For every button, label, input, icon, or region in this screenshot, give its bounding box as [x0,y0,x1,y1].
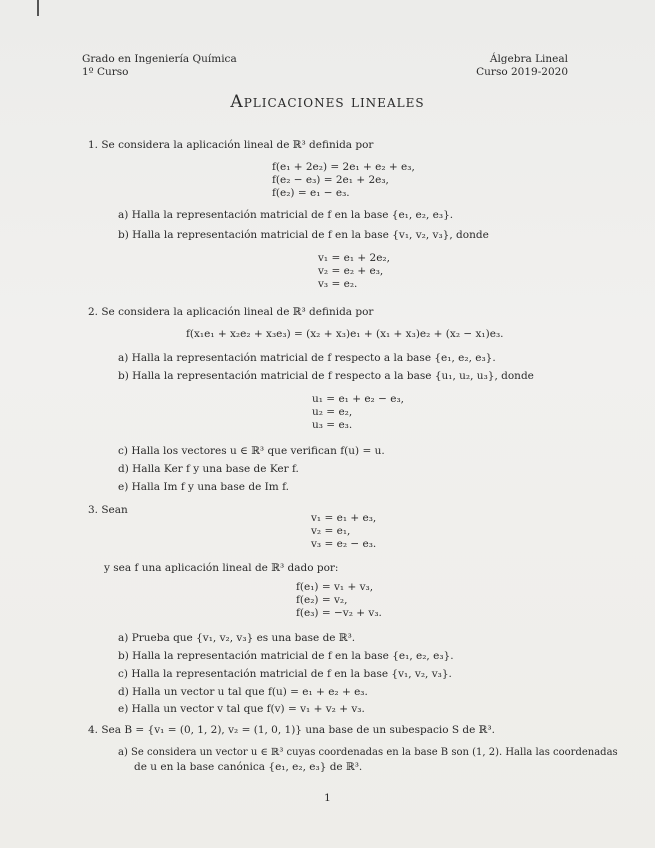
problem3-eq1: f(e₁) = v₁ + v₃, [296,581,374,593]
problem2-intro: 2. Se considera la aplicación lineal de ℝ³ definida por [88,306,374,318]
problem3-equations [296,581,382,620]
problem2-basis-u1: u₁ = e₁ + e₂ − e₃, [312,393,404,405]
page-number: 1 [324,792,331,804]
problem3-mid: y sea f una aplicación lineal de ℝ³ dado por: [104,562,339,574]
problem2-part-d: d) Halla Ker f y una base de Ker f. [118,463,299,475]
problem3-part-e: e) Halla un vector v tal que f(v) = v₁ + v₂ + v₃. [118,703,365,715]
problem2-basis-u2: u₂ = e₂, [312,406,353,418]
problem4-intro: 4. Sea B = {v₁ = (0, 1, 2), v₂ = (1, 0, 1)} una base de un subespacio S de ℝ³. [88,724,495,736]
problem3-vec-v3: v₃ = e₂ − e₃. [311,538,377,550]
problem2-part-c: c) Halla los vectores u ∈ ℝ³ que verifican f(u) = u. [118,445,385,457]
problem1-part-a: a) Halla la representación matricial de f en la base {e₁, e₂, e₃}. [118,209,454,221]
problem1-basis [318,252,390,291]
problem1-eq2: f(e₂ − e₃) = 2e₁ + 2e₃, [272,174,389,186]
header-course: Curso 2019-2020 [476,66,568,78]
header-year: 1º Curso [82,66,129,78]
problem2-part-b: b) Halla la representación matricial de f respecto a la base {u₁, u₂, u₃}, donde [118,370,534,382]
problem3-part-a: a) Prueba que {v₁, v₂, v₃} es una base de ℝ³. [118,632,356,644]
problem1-equations [272,161,415,200]
header-degree: Grado en Ingeniería Química [82,53,237,65]
problem4-part-a-line1: a) Se considera un vector u ∈ ℝ³ cuyas coordenadas en la base B son (1, 2). Halla las coordenadas [118,747,618,758]
problem3-part-b: b) Halla la representación matricial de f en la base {e₁, e₂, e₃}. [118,650,454,662]
problem3-eq3: f(e₃) = −v₂ + v₃. [296,607,382,619]
problem3-vec-v1: v₁ = e₁ + e₃, [311,512,377,524]
problem3-part-d: d) Halla un vector u tal que f(u) = e₁ + e₂ + e₃. [118,686,368,698]
problem1-basis-v1: v₁ = e₁ + 2e₂, [318,252,390,264]
problem2-equation: f(x₁e₁ + x₂e₂ + x₃e₃) = (x₂ + x₃)e₁ + (x₁ + x₃)e₂ + (x₂ − x₁)e₃. [186,328,504,340]
problem1-eq1: f(e₁ + 2e₂) = 2e₁ + e₂ + e₃, [272,161,415,173]
problem2-part-a: a) Halla la representación matricial de f respecto a la base {e₁, e₂, e₃}. [118,352,496,364]
problem3-vectors [311,512,376,551]
scan-edge-mark [37,0,39,16]
problem1-eq3: f(e₂) = e₁ − e₃. [272,187,350,199]
header-right [476,53,568,79]
page-title: Aplicaciones lineales [230,92,425,112]
problem2-basis [312,393,404,432]
problem3-eq2: f(e₂) = v₂, [296,594,348,606]
problem4-part-a-line2: de u en la base canónica {e₁, e₂, e₃} de ℝ³. [134,761,363,773]
problem3-intro: 3. Sean [88,504,128,516]
header-left [82,53,237,79]
problem3-part-c: c) Halla la representación matricial de f en la base {v₁, v₂, v₃}. [118,668,452,680]
problem2-basis-u3: u₃ = e₃. [312,419,353,431]
problem1-basis-v3: v₃ = e₂. [318,278,358,290]
problem2-part-e: e) Halla Im f y una base de Im f. [118,481,289,493]
problem3-vec-v2: v₂ = e₁, [311,525,351,537]
header-subject: Álgebra Lineal [489,53,568,65]
problem1-part-b: b) Halla la representación matricial de f en la base {v₁, v₂, v₃}, donde [118,229,489,241]
problem1-basis-v2: v₂ = e₂ + e₃, [318,265,384,277]
problem1-intro: 1. Se considera la aplicación lineal de ℝ³ definida por [88,139,374,151]
